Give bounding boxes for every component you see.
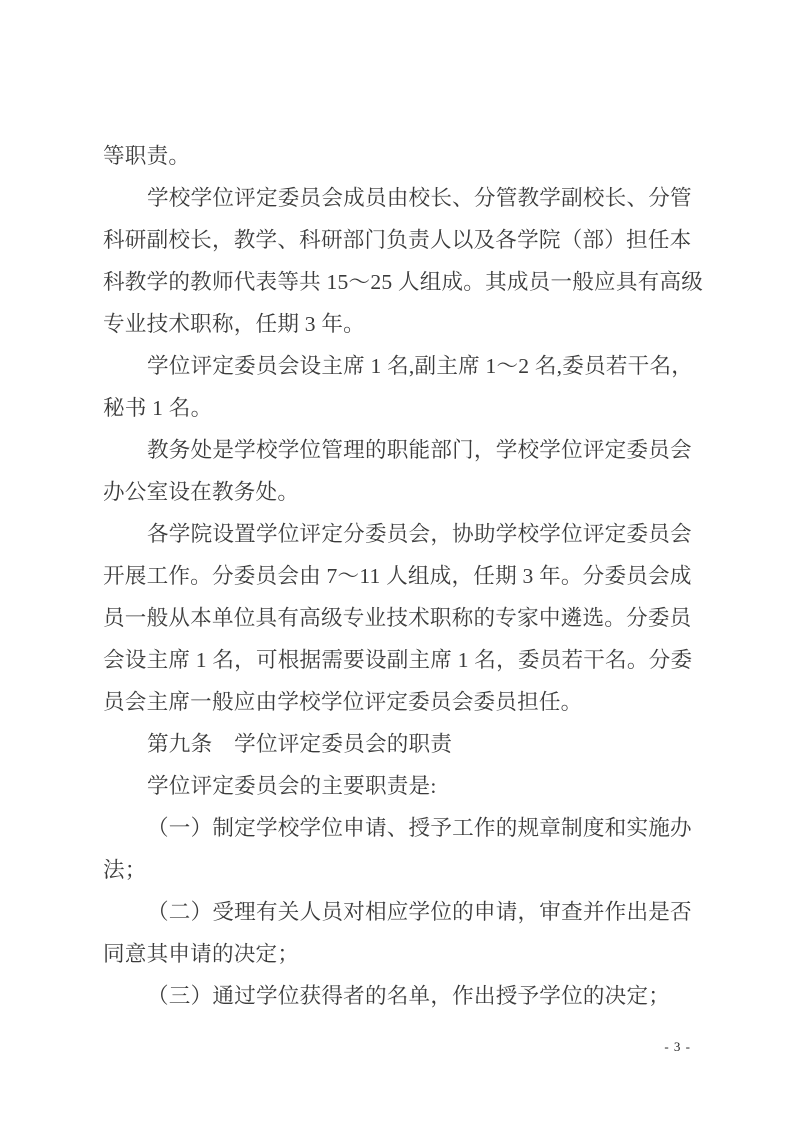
text-line: 员一般从本单位具有高级专业技术职称的专家中遴选。分委员 [103, 606, 692, 630]
text-line: 学位评定委员会设主席 1 名,副主席 1～2 名,委员若干名， [147, 354, 694, 378]
text-line: 第九条 学位评定委员会的职责 [147, 732, 453, 756]
text-line: 各学院设置学位评定分委员会，协助学校学位评定委员会 [147, 522, 692, 546]
page-number: - 3 - [664, 1039, 691, 1054]
text-line: 等职责。 [103, 144, 191, 168]
text-line: （一）制定学校学位申请、授予工作的规章制度和实施办 [147, 816, 692, 840]
text-line: 法； [103, 858, 147, 882]
text-line: （三）通过学位获得者的名单，作出授予学位的决定； [147, 984, 671, 1008]
text-line: 办公室设在教务处。 [103, 480, 300, 504]
text-line: 学位评定委员会的主要职责是: [147, 774, 437, 798]
text-line: （二）受理有关人员对相应学位的申请，审查并作出是否 [147, 900, 692, 924]
document-body [103, 135, 704, 1017]
text-line: 教务处是学校学位管理的职能部门，学校学位评定委员会 [147, 438, 692, 462]
text-line: 秘书 1 名。 [103, 396, 213, 420]
text-line: 同意其申请的决定； [103, 942, 300, 966]
text-line: 专业技术职称，任期 3 年。 [103, 312, 365, 336]
text-line: 员会主席一般应由学校学位评定委员会委员担任。 [103, 690, 583, 714]
text-line: 科研副校长，教学、科研部门负责人以及各学院（部）担任本 [103, 228, 692, 252]
text-line: 会设主席 1 名，可根据需要设副主席 1 名，委员若干名。分委 [103, 648, 693, 672]
text-line: 科教学的教师代表等共 15～25 人组成。其成员一般应具有高级 [103, 270, 704, 294]
text-line: 开展工作。分委员会由 7～11 人组成，任期 3 年。分委员会成 [103, 564, 692, 588]
text-line: 学校学位评定委员会成员由校长、分管教学副校长、分管 [147, 186, 692, 210]
